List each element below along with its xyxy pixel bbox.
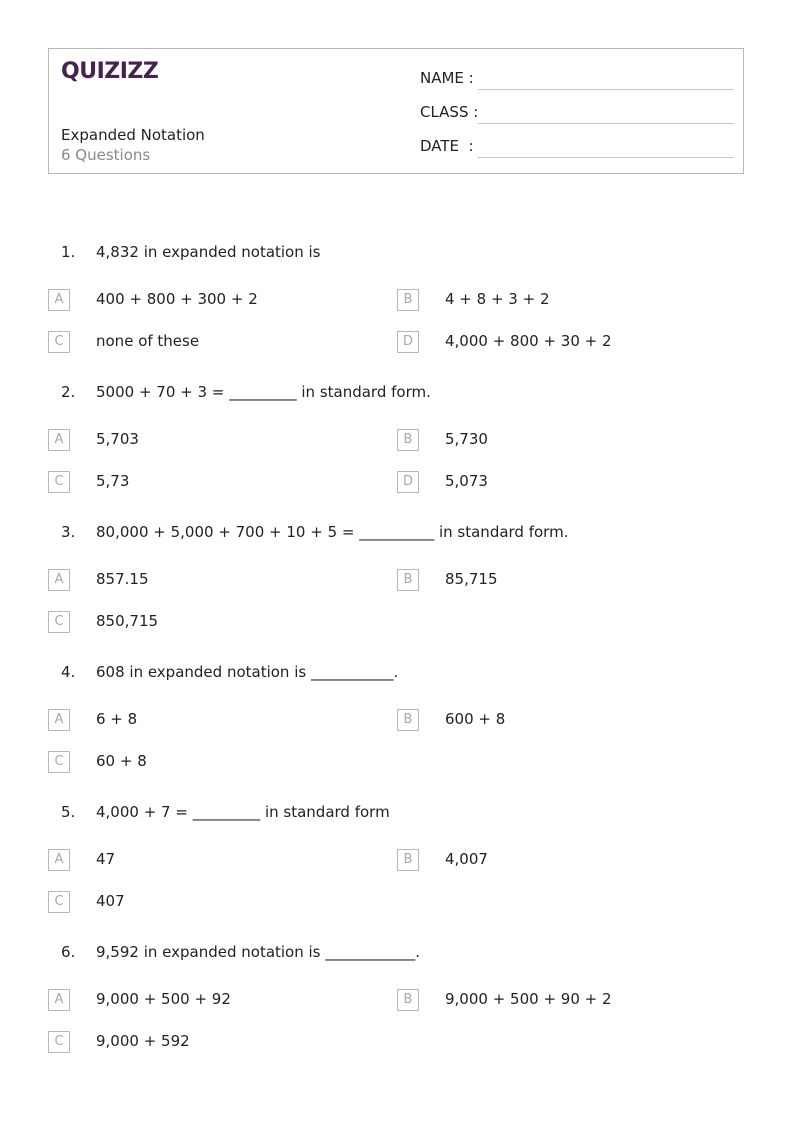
option-letter-box: C <box>48 1031 70 1053</box>
name-line <box>478 89 734 90</box>
question-text: 80,000 + 5,000 + 700 + 10 + 5 = __________ in standard form. <box>96 523 569 541</box>
question-number: 4. <box>61 663 76 681</box>
date-field <box>420 137 734 161</box>
option-letter-box: D <box>397 331 419 353</box>
question-text: 9,592 in expanded notation is ____________. <box>96 943 421 961</box>
option-letter-box: A <box>48 849 70 871</box>
option-text: 9,000 + 500 + 92 <box>96 990 231 1008</box>
option-text: 5,073 <box>445 472 488 490</box>
option-text: 850,715 <box>96 612 159 630</box>
question-text: 4,000 + 7 = _________ in standard form <box>96 803 390 821</box>
date-line <box>478 157 734 158</box>
question-number: 6. <box>61 943 76 961</box>
option-text: 47 <box>96 850 116 868</box>
option-text: 4,000 + 800 + 30 + 2 <box>445 332 612 350</box>
option-letter-box: A <box>48 429 70 451</box>
option-text: 600 + 8 <box>445 710 506 728</box>
question-text: 4,832 in expanded notation is <box>96 243 321 261</box>
worksheet-title: Expanded Notation <box>61 126 205 144</box>
question-text: 608 in expanded notation is ___________. <box>96 663 399 681</box>
option-letter-box: A <box>48 709 70 731</box>
option-letter-box: B <box>397 849 419 871</box>
name-field <box>420 69 734 93</box>
question-number: 2. <box>61 383 76 401</box>
option-text: 5,703 <box>96 430 139 448</box>
question-number: 5. <box>61 803 76 821</box>
option-text: 85,715 <box>445 570 498 588</box>
worksheet-header <box>48 48 744 174</box>
option-text: 4 + 8 + 3 + 2 <box>445 290 550 308</box>
option-letter-box: C <box>48 751 70 773</box>
question-number: 1. <box>61 243 76 261</box>
option-letter-box: A <box>48 569 70 591</box>
option-text: 60 + 8 <box>96 752 147 770</box>
option-letter-box: B <box>397 709 419 731</box>
option-letter-box: A <box>48 989 70 1011</box>
class-field <box>420 103 734 127</box>
option-text: 5,730 <box>445 430 488 448</box>
option-text: 9,000 + 500 + 90 + 2 <box>445 990 612 1008</box>
option-letter-box: A <box>48 289 70 311</box>
option-letter-box: D <box>397 471 419 493</box>
class-label: CLASS : <box>420 103 479 121</box>
question-text: 5000 + 70 + 3 = _________ in standard form. <box>96 383 431 401</box>
option-letter-box: C <box>48 611 70 633</box>
option-text: none of these <box>96 332 200 350</box>
option-letter-box: B <box>397 429 419 451</box>
option-letter-box: C <box>48 331 70 353</box>
option-text: 6 + 8 <box>96 710 138 728</box>
option-text: 407 <box>96 892 125 910</box>
option-text: 4,007 <box>445 850 488 868</box>
option-text: 5,73 <box>96 472 130 490</box>
date-label: DATE : <box>420 137 474 155</box>
quizizz-logo: QUIZIZZ <box>61 59 159 84</box>
question-count: 6 Questions <box>61 146 151 164</box>
option-text: 400 + 800 + 300 + 2 <box>96 290 258 308</box>
option-letter-box: B <box>397 989 419 1011</box>
option-text: 9,000 + 592 <box>96 1032 190 1050</box>
option-letter-box: B <box>397 569 419 591</box>
class-line <box>478 123 734 124</box>
name-label: NAME : <box>420 69 474 87</box>
question-number: 3. <box>61 523 76 541</box>
option-text: 857.15 <box>96 570 149 588</box>
option-letter-box: C <box>48 891 70 913</box>
option-letter-box: B <box>397 289 419 311</box>
option-letter-box: C <box>48 471 70 493</box>
